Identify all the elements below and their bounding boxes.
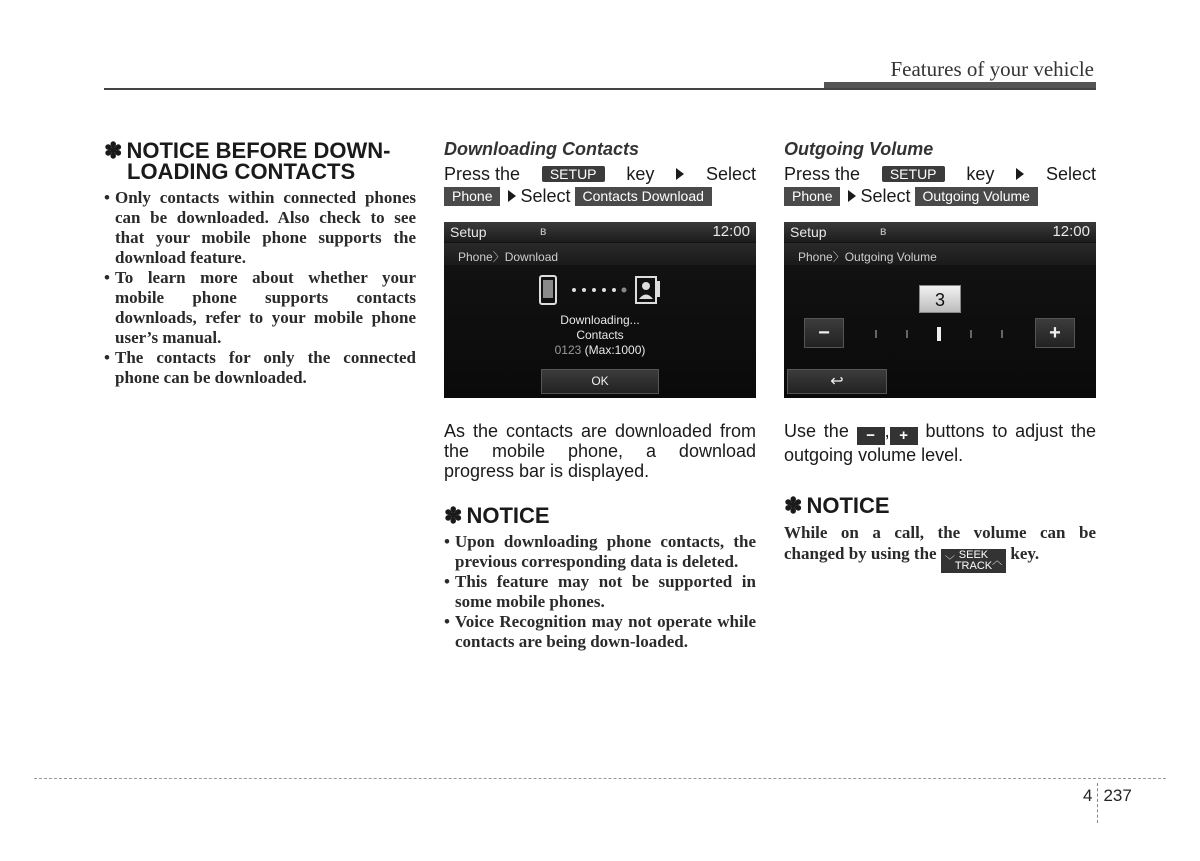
contacts-download-tag: Contacts Download [575, 187, 712, 206]
notice-heading-line2: LOADING CONTACTS [127, 159, 356, 184]
para-text: Use the [784, 421, 849, 441]
bluetooth-icon: ʙ [540, 224, 547, 238]
notice-heading [784, 495, 1096, 516]
page-header-title: Features of your vehicle [890, 57, 1094, 81]
instruction-text: Press the [784, 164, 861, 184]
instruction [444, 163, 756, 207]
instruction-text: Select [1045, 164, 1096, 184]
comma: , [884, 421, 890, 441]
status-count [444, 343, 756, 358]
list-item: • Voice Recognition may not operate while contacts are being down-loaded. [444, 612, 756, 652]
seek-track-key-icon: ﹀ SEEK TRACK ︿ [941, 549, 1006, 573]
section-heading: Downloading Contacts [444, 139, 639, 159]
volume-description [784, 421, 1096, 465]
notice-bullet-list [444, 532, 756, 652]
volume-level-display: 3 [919, 285, 961, 313]
instruction-text: Select [705, 164, 756, 184]
track-label: TRACK [954, 560, 993, 573]
page-number [1083, 783, 1132, 823]
list-item: • This feature may not be supported in some mobile phones. [444, 572, 756, 612]
status-downloading: Downloading... [560, 313, 640, 327]
plus-key-icon: + [890, 427, 918, 445]
contacts-count: 0123 [554, 343, 582, 357]
arrow-right-icon [1016, 168, 1024, 180]
arrow-right-icon [848, 190, 856, 202]
instruction-text: Press the [444, 164, 521, 184]
notice-title: NOTICE [806, 493, 890, 518]
column-downloading-contacts [444, 138, 756, 652]
contacts-max: (Max:1000) [584, 343, 646, 357]
footer-rule [34, 778, 1166, 779]
phone-to-contacts-icon [538, 274, 668, 308]
screen-breadcrumb: Phone〉Download [444, 243, 756, 265]
para-text: buttons to adjust the outgoing volume level. [784, 421, 1096, 465]
instruction-text: key [966, 164, 995, 184]
volume-minus-button[interactable]: − [804, 318, 844, 348]
seek-label: SEEK [958, 549, 989, 562]
back-button[interactable]: ↩ [787, 369, 887, 394]
screen-title: Setup [790, 224, 827, 240]
list-item: • Upon downloading phone contacts, the previous corresponding data is deleted. [444, 532, 756, 572]
notice-star-icon: ✽ [104, 138, 123, 163]
bluetooth-icon: ʙ [880, 224, 887, 238]
notice-text: key. [1010, 544, 1040, 563]
arrow-right-icon [676, 168, 684, 180]
download-description: As the contacts are downloaded from the mobile phone, a download progress bar is displayed. [444, 421, 756, 481]
list-item: • To learn more about whether your mobile phone supports contacts downloads, refer to your mobile phone user’s manual. [104, 268, 416, 348]
screen-title: Setup [450, 224, 487, 240]
page-number-value: 237 [1103, 786, 1132, 805]
list-item: • Only contacts within connected phones can be downloaded. Also check to see that your mobile phone supports the download feature. [104, 188, 416, 268]
volume-slider[interactable] [864, 326, 1014, 342]
notice-text: While on a call, the volume can be changed by using the [784, 523, 1096, 563]
instruction [784, 163, 1096, 207]
notice-star-icon: ✽ [444, 503, 463, 528]
notice-star-icon: ✽ [784, 493, 803, 518]
page-number-divider [1097, 783, 1098, 823]
volume-notice-text [784, 522, 1096, 573]
screen-status-bar [784, 222, 1096, 242]
status-contacts: Contacts [576, 328, 624, 342]
notice-title: NOTICE [466, 503, 550, 528]
arrow-right-icon [508, 190, 516, 202]
instruction-text: Select [520, 186, 571, 206]
notice-bullet-list [104, 188, 416, 388]
instruction-text: key [626, 164, 655, 184]
phone-tag: Phone [784, 187, 840, 206]
screen-clock: 12:00 [712, 223, 750, 240]
section-heading: Outgoing Volume [784, 139, 934, 159]
notice-heading-line1: NOTICE BEFORE DOWN- [126, 138, 391, 163]
outgoing-volume-tag: Outgoing Volume [915, 187, 1038, 206]
screen-status-bar [444, 222, 756, 242]
ok-button[interactable]: OK [541, 369, 659, 394]
screen-breadcrumb: Phone〉Outgoing Volume [784, 243, 1096, 265]
setup-key: SETUP [882, 166, 945, 182]
instruction-text: Select [860, 186, 911, 206]
notice-heading [444, 505, 756, 526]
column-notice-before-download [104, 138, 416, 388]
notice-heading [104, 140, 416, 182]
minus-key-icon: − [857, 427, 885, 445]
volume-plus-button[interactable]: + [1035, 318, 1075, 348]
list-item: • The contacts for only the connected phone can be downloaded. [104, 348, 416, 388]
screen-clock: 12:00 [1052, 223, 1090, 240]
volume-screen [784, 222, 1096, 398]
chapter-number: 4 [1083, 786, 1093, 805]
download-status-text [444, 313, 756, 358]
setup-key: SETUP [542, 166, 605, 182]
download-screen [444, 222, 756, 398]
column-outgoing-volume [784, 138, 1096, 573]
phone-tag: Phone [444, 187, 500, 206]
header-rule [104, 88, 1096, 90]
